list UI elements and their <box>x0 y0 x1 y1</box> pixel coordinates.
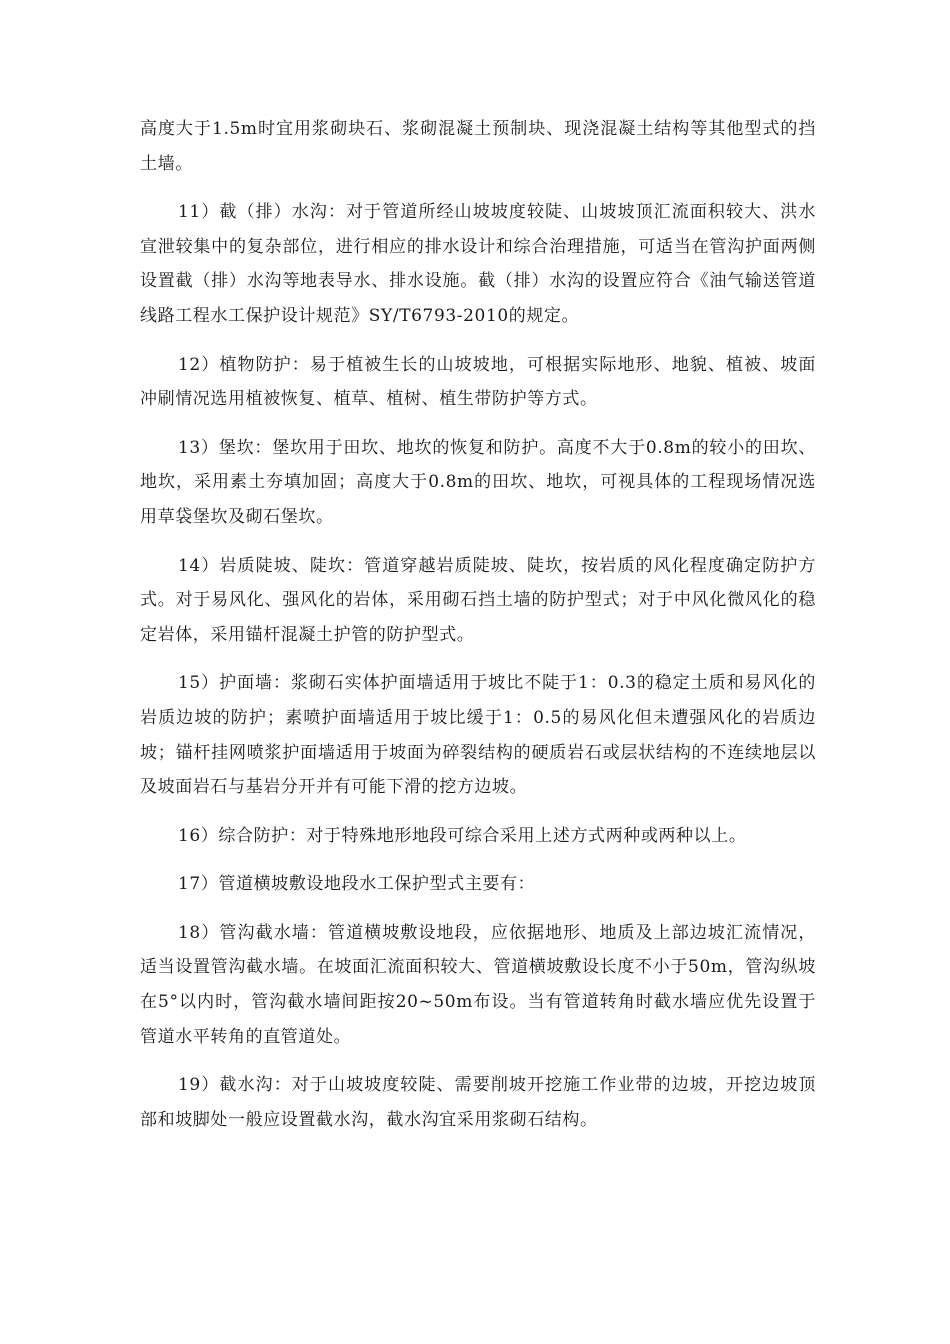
paragraph-16-combined-protection: 16）综合防护：对于特殊地形地段可综合采用上述方式两种或两种以上。 <box>178 825 747 846</box>
paragraph-11-intercepting-ditch: 11）截（排）水沟：对于管道所经山坡坡度较陡、山坡坡顶汇流面积较大、洪水宣泄较集中的复杂部位，进行相应的排水设计和综合治理措施，可适当在管沟护面两侧设置截（排）水沟等地表导水、排水设施。截（排）水沟的设置应符合《油气输送管道线路工程水工保护设计规范》SY/T6793-2010的规定。 <box>140 202 816 326</box>
paragraph-continuation: 高度大于1.5m时宜用浆砌块石、浆砌混凝土预制块、现浇混凝土结构等其他型式的挡土墙。 <box>140 119 816 174</box>
paragraph-15-face-wall: 15）护面墙：浆砌石实体护面墙适用于坡比不陡于1：0.3的稳定土质和易风化的岩质边坡的防护；素喷护面墙适用于坡比缓于1：0.5的易风化但未遭强风化的岩质边坡；锚杆挂网喷浆护面墙适用于坡面为碎裂结构的硬质岩石或层状结构的不连续地层以及坡面岩石与基岩分开并有可能下滑的挖方边坡。 <box>140 673 816 798</box>
paragraph-18-trench-cutoff-wall: 18）管沟截水墙：管道横坡敷设地段，应依据地形、地质及上部边坡汇流情况，适当设置管沟截水墙。在坡面汇流面积较大、管道横坡敷设长度不小于50m，管沟纵坡在5°以内时，管沟截水墙间距按20~50m布设。当有管道转角时截水墙应优先设置于管道水平转角的直管道处。 <box>140 922 816 1047</box>
paragraph-17-cross-slope: 17）管道横坡敷设地段水工保护型式主要有： <box>178 874 536 895</box>
paragraph-19-intercepting-ditch: 19）截水沟：对于山坡坡度较陡、需要削坡开挖施工作业带的边坡，开挖边坡顶部和坡脚处一般应设置截水沟，截水沟宜采用浆砌石结构。 <box>140 1075 816 1130</box>
paragraph-14-rock-slope: 14）岩质陡坡、陡坎：管道穿越岩质陡坡、陡坎，按岩质的风化程度确定防护方式。对于易风化、强风化的岩体，采用砌石挡土墙的防护型式；对于中风化微风化的稳定岩体，采用锚杆混凝土护管的防护型式。 <box>140 555 816 645</box>
paragraph-12-plant-protection: 12）植物防护：易于植被生长的山坡坡地，可根据实际地形、地貌、植被、坡面冲刷情况选用植被恢复、植草、植树、植生带防护等方式。 <box>140 354 816 410</box>
document-body <box>140 112 816 1151</box>
paragraph-13-embankment: 13）堡坎：堡坎用于田坎、地坎的恢复和防护。高度不大于0.8m的较小的田坎、地坎，采用素土夯填加固；高度大于0.8m的田坎、地坎，可视具体的工程现场情况选用草袋堡坎及砌石堡坎。 <box>140 437 816 527</box>
